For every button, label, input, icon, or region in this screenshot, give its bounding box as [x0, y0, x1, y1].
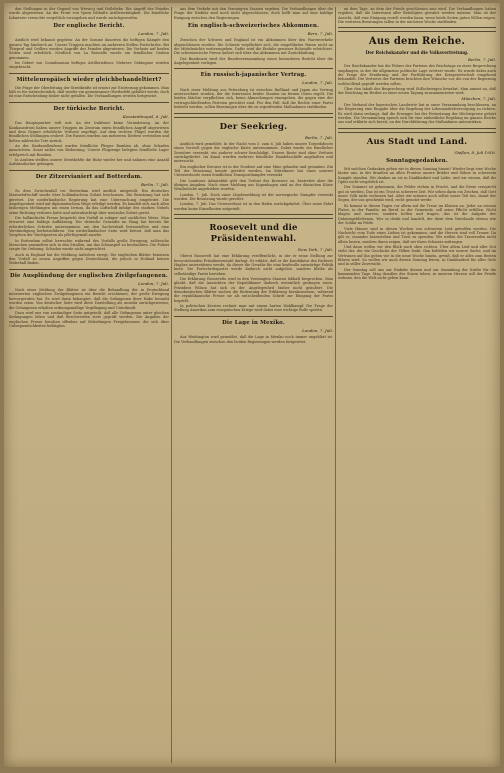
dateline: New York, 7. Juli.: [297, 247, 333, 252]
section-heading: Der Seekrieg.: [219, 121, 288, 132]
newspaper-page: [4, 3, 500, 767]
dateline: London, 7. Juli.: [302, 80, 333, 86]
section-heading: Aus Stadt und Land.: [366, 136, 468, 147]
dateline: Gießen, 8. Juli 1916.: [454, 149, 496, 155]
article-text: Aus Washington wird gemeldet, daß die Lage in Mexiko noch immer ungeklärt ist. Die Verhandlungen zwischen den beiden Regierungen werden fortgesetzt.: [174, 335, 333, 344]
dateline: Bern, 7. Juli.: [307, 31, 333, 37]
divider: [174, 68, 333, 69]
dateline: London, 7. Juli.: [138, 31, 169, 37]
article-text: an dem Tage, an dem der Friede geschlossen sein wird. Die Verhandlungen haben ergeben, daß die Interessen aller Beteiligten gewahrt werden müssen. Man ist der Ansicht, daß eine Einigung erzielt werden kann, wenn beide Seiten guten Willen zeigen. Die weiteren Beratungen sollen in der nächsten Woche stattfinden.: [338, 7, 496, 25]
column-right: [338, 7, 496, 763]
divider: [174, 214, 333, 219]
article-text: Die Frage der Oberleitung der Streitkräfte ist erneut zur Erörterung gekommen. Man hält es für wahrscheinlich, daß wieder ein gemeinsamer Oberbefehl gebildet werde, doch ist eine Entscheidung bisher nicht gefallen. Die Verhandlungen werden fortgesetzt.: [9, 85, 169, 99]
section-heading: Die Ausplündung der englischen Zivilgefangenen.: [10, 272, 168, 279]
article-text: aus dem Verkehr mit den Vereinigten Staaten ergeben. Die Verhandlungen über die Frage der Einfuhr sind noch nicht abgeschlossen, doch hofft man auf eine baldige Einigung zwischen den Regierungen.: [174, 7, 333, 20]
article-text: Zwischen der Schweiz und England ist ein Abkommen über den Warenverkehr abgeschlossen worden. Die Schweiz verpflichtet sich, die eingeführten Waren nicht an die Mittelmächte weiterzugeben. Dafür wird die Einfuhr gewisser Rohstoffe erleichtert. Die schweizerische Presse äußert sich über das Abkommen mit Zurückhaltung. Der Bundesrat wird der Bundesversammlung einen besonderen Bericht über die Angelegenheit vorlegen.: [174, 38, 333, 66]
column-rule: [171, 7, 172, 763]
article-text: Zu dem Zwischenfall vor Rotterdam wird amtlich mitgeteilt: Ein deutsches Marineluftschiff wurde über holländischem Gebiet beschossen. Die Besatzung hat sich gerettet. Die niederländische Regierung hat eine Untersuchung eingeleitet. Die Angelegenheit wird auf diplomatischem Wege erledigt werden. Es handelt sich nach allen bisherigen Meldungen um einen Irrtum, da das Luftschiff infolge des starken Nebels seine Richtung verloren hatte und unbeabsichtigt über neutrales Gebiet geriet. Die holländische Presse bespricht den Vorfall in ruhiger und sachlicher Weise. Man erwartet eine baldige Aufklärung. Der deutsche Gesandte im Haag hat bereits die erforderlichen Schritte unternommen, um den Sachverhalt festzustellen und eine Verständigung herbeizuführen. Von niederländischer Seite wird betont, daß man das Vorgehen der Wachtposten als pflichtgemäß ansehe. In Rotterdam selbst herrschte während des Vorfalls große Erregung; zahlreiche Menschen sammelten sich in den Straßen, um das Schauspiel zu beobachten. Die Polizei sorgte für Ordnung. Schaden wurde nicht angerichtet. Auch in England hat die Meldung Aufsehen erregt. Die englischen Blätter benutzen den Vorfall zu neuen Angriffen gegen Deutschland, die jedoch in Holland keinen Widerhall finden.: [9, 188, 169, 266]
divider: [338, 128, 496, 133]
dateline: London, 7. Juli.: [138, 280, 169, 286]
divider: [9, 102, 169, 103]
column-rule: [335, 7, 336, 763]
dateline: München, 7. Juli.: [461, 95, 496, 101]
divider: [174, 113, 333, 118]
section-heading: Mitteleuropäisch wieder gleichbehandeltiert?: [16, 76, 162, 83]
section-heading: Ein russisch-japanischer Vertrag.: [200, 72, 307, 79]
dateline: Berlin, 7. Juli.: [305, 134, 333, 140]
section-heading: Roosevelt und die Präsidentenwahl.: [209, 223, 298, 244]
divider: [338, 27, 496, 32]
section-heading: Die Lage in Mexiko.: [222, 319, 285, 326]
article-text: Nach einer Meldung aus Petersburg ist zwischen Rußland und Japan ein Vertrag unterzeichnet worden, der die Interessen beider Staaten im fernen Osten regelt. Die beiden Mächte verpflichten sich, keine Abmachungen einzugehen, die gegen eine der vertragschließenden Parteien gerichtet sind. Für den Fall, daß die Rechte einer Partei bedroht werden, sollen Beratungen über die zu ergreifenden Maßnahmen stattfinden.: [174, 87, 333, 110]
divider: [9, 73, 169, 74]
divider: [9, 269, 169, 270]
article-text: den Stellungen in der Gegend von Wervicq und Hollebeke. Ein Angriff des Feindes wurde abgewiesen. An der Front von Ypern lebhafte Artillerietätigkeit. Die feindliche Infanterie versuchte vergeblich vorzugehen und wurde zurückgeworfen.: [9, 7, 169, 20]
article-text: Mit welchen Gedanken gehen wir in diesen Sonntag hinein? Wieder liegt eine Woche hinter uns, in der draußen an allen Fronten unsere Brüder und Söhne in schwerem Kampfe standen. Wir denken an sie in Dankbarkeit und Liebe, und wir wissen, daß ihr Opfer nicht vergeblich ist. Der Sommer ist gekommen, die Felder stehen in Frucht, und die Ernte verspricht gut zu werden. Das ist ein Trost in schwerer Zeit. Wir sehen darin ein Zeichen, daß Gott unser Volk nicht verlassen hat. Aber wir müssen auch selbst unser Teil tun, damit der Segen, der uns geschenkt wird, recht genutzt werde. Es kommt in diesen Tagen vor allem auf die Treue im Kleinen an. Jeder an seinem Platze, in der Familie, im Beruf, in der Gemeinde, soll seine Pflicht erfüllen. Nicht klagen und murren, sondern helfen und tragen, das ist die Aufgabe der Daheimgebliebenen. Wer so denkt und handelt, der dient dem Vaterlande ebenso wie der Soldat im Felde. Viele Häuser sind in diesen Wochen von schwerem Leid getroffen worden. Die Nachricht vom Tode eines Lieben ist gekommen, und die Herzen sind voll Trauer. Da gilt es, einander beizustehen und Trost zu spenden. Wir wollen die Trauernden nicht allein lassen, sondern ihnen zeigen, daß wir ihren Schmerz mittragen. Und dann wollen wir den Blick nach oben richten. Über allem Leid und aller Not steht der, der die Geschicke der Völker lenkt. Ihm befehlen wir unsere Sache, und im Vertrauen auf ihn gehen wir in die neue Woche hinein, gewiß, daß er alles zum Besten führen wird. So wollen wir auch diesen Sonntag feiern, in Dankbarkeit für alles Gute und in stiller Zuversicht. Der Sonntag soll uns zur Einkehr dienen und zur Sammlung der Kräfte für die kommenden Tage. Mag draußen der Sturm toben, in unseren Herzen soll der Friede wohnen, den die Welt nicht geben kann.: [338, 167, 496, 281]
section-heading: Ein englisch-schweizerisches Abkommen.: [187, 23, 320, 30]
article-text: Nach einer Meldung der Blätter ist über die Behandlung der in Deutschland internierten englischen Zivilgefangenen ein Bericht erschienen, der große Erregung hervorgerufen hat. Es wird darin behauptet, daß die Gefangenen ihrer Habe beraubt worden seien. Von deutscher Seite wird diese Darstellung als unwahr zurückgewiesen; die Gefangenen erhalten ordnungsmäßige Verpflegung und Unterkunft. Dazu wird uns von zuständiger Seite mitgeteilt, daß alle Gefangenen unter gleichen Bedingungen leben und daß Beschwerden stets geprüft werden. Die Angaben der englischen Presse beruhen offenbar auf Mitteilungen Freigelassener, die sich über Unbequemlichkeiten beklagten.: [9, 288, 169, 328]
divider: [174, 316, 333, 317]
column-left: [9, 7, 169, 763]
column-middle: [174, 7, 333, 763]
dateline: Berlin, 7. Juli.: [468, 56, 496, 62]
article-text: Das Hauptquartier teilt mit: An der Irakfront keine Veränderung. An der Kaukasusfront haben unsere Truppen im Zentrum einen feindlichen Angriff abgewiesen und dem Gegner erhebliche Verluste zugefügt. Auf dem rechten Flügel wurden die feindlichen Stellungen erobert. Die Russen wurden aus mehreren Dörfern vertrieben und ließen zahlreiche Tote zurück. An der Dardanellenfront warfen feindliche Flieger Bomben ab, ohne Schaden anzurichten. Sonst nichts von Bedeutung. Unsere Flugzeuge belegten feindliche Lager erfolgreich mit Bomben. In Arabien stellten unsere Streitkräfte die Ruhe wieder her und nahmen eine Anzahl Aufständischer gefangen.: [9, 121, 169, 167]
article-text: Amtlich wird gemeldet: In der Nacht vom 5. zum 6. Juli haben unsere Torpedoboote einen Vorstoß gegen die englische Küste unternommen. Dabei wurde ein feindlicher Zerstörer versenkt, ein anderer schwer beschädigt. Unsere Boote sind ohne Verluste zurückgekehrt. Im Kanal wurden mehrere feindliche Handelsschiffe angehalten und untersucht. Ein englischer Kreuzer ist in der Nordsee auf eine Mine gelaufen und gesunken. Ein Teil der Besatzung konnte gerettet werden. Im Mittelmeer hat eines unserer Unterseeboote einen feindlichen Transportdampfer versenkt. Die Londoner Admiralität gibt den Verlust des Kreuzers zu, bestreitet aber die übrigen Angaben. Nach einer Meldung aus Kopenhagen sind an der dänischen Küste Wrackstücke angetrieben worden. London, 7. Juli. Nach einer Lloydsmeldung ist der norwegische Dampfer versenkt worden. Die Besatzung wurde gerettet. London, 7. Juli. Das Unterseeboot ist in den Hafen zurückgekehrt. Über seine Fahrt werden keine Einzelheiten mitgeteilt.: [174, 141, 333, 211]
dateline: Konstantinopel, 6. Juli.: [122, 113, 169, 119]
article-text: Der Reichskanzler hat die Führer der Parteien des Reichstags zu einer Besprechung empfangen, in der die allgemeine politische Lage erörtert wurde. Es wurde dabei auch die Frage der Ernährung und der Fortführung der Kriegswirtschaft eingehend behandelt. Die Vertreter der Parteien brachten ihre Wünsche vor, die von der Regierung wohlwollend geprüft werden sollen. Über den Inhalt der Besprechung wird Stillschweigen bewahrt. Man nimmt an, daß der Reichstag im Herbst zu einer neuen Tagung zusammentreten wird.: [338, 64, 496, 96]
divider: [9, 170, 169, 171]
section-heading: Der türkische Bericht.: [53, 105, 125, 112]
article-text: Der Verband der bayerischen Landwirte hat in einer Versammlung beschlossen, an die Regierung eine Eingabe über die Regelung der Lebensmittelversorgung zu richten. Es wird darin verlangt, daß die Erzeuger bei der Festsetzung der Höchstpreise gehört werden. Die Versammlung sprach sich für eine einheitliche Regelung im ganzen Reiche aus und erklärte sich bereit, an der Durchführung der Maßnahmen mitzuwirken.: [338, 102, 496, 125]
subheading: Der Reichskanzler und die Volksvertretung.: [365, 50, 469, 56]
section-heading: Der englische Bericht.: [53, 23, 125, 30]
dateline: Berlin, 7. Juli.: [141, 181, 169, 187]
article-text: Amtlich wird bekannt gegeben: An der Somme dauerten die heftigen Kämpfe den ganzen Tag hindurch an. Unsere Truppen machten an mehreren Stellen Fortschritte. Bei Thiepval und Ovillers wurden Angriffe des Feindes abgewiesen. Die Verluste auf beiden Seiten sind erheblich. Nördlich von La Boisselle wurde ein feindlicher Graben genommen. Im Gebiet von Contalmaison heftiges Artilleriefeuer. Mehrere Gefangene wurden eingebracht.: [9, 38, 169, 70]
section-heading: Aus dem Reiche.: [368, 36, 466, 48]
section-heading: Der Zitzervianiert auf Botterdam.: [35, 173, 143, 180]
dateline: London, 7. Juli.: [302, 327, 333, 333]
section-heading: Sonntagsgedanken.: [386, 158, 448, 165]
article-text: Oberst Roosevelt hat eine Erklärung veröffentlicht, in der er seine Stellung zur bevorstehenden Präsidentenwahl darlegt. Er erklärt, daß er die Kandidatur des Richters Hughes unterstützen werde, da dieser die Gewähr für eine kraftvolle auswärtige Politik biete. Die Fortschrittspartei werde dadurch nicht aufgelöst, sondern bleibe als selbständige Partei bestehen. Die Erklärung Roosevelts wird in den Vereinigten Staaten lebhaft besprochen. Man glaubt, daß die Aussichten der Republikaner dadurch wesentlich gestiegen seien. Präsident Wilson hat sich zu der Angelegenheit bisher nicht geäußert. Die demokratischen Blätter suchen die Bedeutung der Erklärung herabzusetzen, während die republikanische Presse sie als entscheidenden Schritt zur Einigung der Partei begrüßt. In politischen Kreisen rechnet man mit einem harten Wahlkampf. Die Frage der Stellung Amerikas zum europäischen Kriege wird dabei eine wichtige Rolle spielen.: [174, 254, 333, 313]
